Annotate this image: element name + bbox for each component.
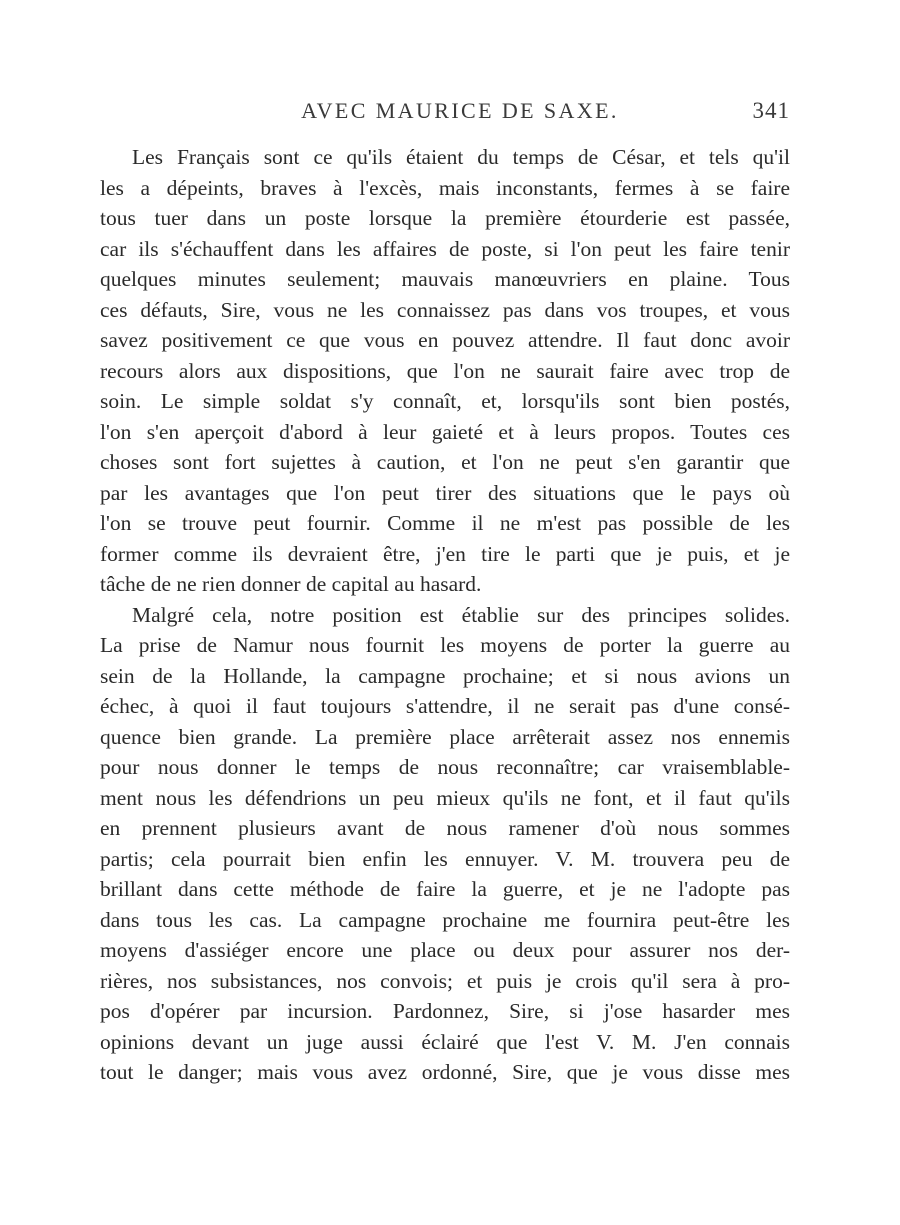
running-head [100,98,790,134]
text-line: brillant dans cette méthode de faire la guerre, et je ne l'adopte pas [100,877,790,901]
text-line: opinions devant un juge aussi éclairé que l'est V. M. J'en connais [100,1029,790,1054]
text-line: ment nous les défendrions un peu mieux qu'ils ne font, et il faut qu'ils [100,785,790,810]
text-line: les a dépeints, braves à l'excès, mais inconstants, fermes à se faire [100,175,790,200]
text-line: partis; cela pourrait bien enfin les ennuyer. V. M. trouvera peu de [100,846,790,871]
text-line: choses sont fort sujettes à caution, et l'on ne peut s'en garantir que [100,450,790,474]
text-line: l'on s'en aperçoit d'abord à leur gaieté et à leurs propos. Toutes ces [100,419,790,444]
text-line: savez positivement ce que vous en pouvez attendre. Il faut donc avoir [100,328,790,352]
text-line: Les Français sont ce qu'ils étaient du temps de César, et tels qu'il [132,145,790,169]
text-line: échec, à quoi il faut toujours s'attendre, il ne serait pas d'une consé- [100,694,790,718]
text-line: sein de la Hollande, la campagne prochaine; et si nous avions un [100,663,790,688]
page-number: 341 [752,98,790,123]
text-line: par les avantages que l'on peut tirer des situations que le pays où [100,480,790,505]
text-line: quence bien grande. La première place arrêterait assez nos ennemis [100,724,790,749]
text-line: soin. Le simple soldat s'y connaît, et, lorsqu'ils sont bien postés, [100,389,790,413]
text-line: en prennent plusieurs avant de nous ramener d'où nous sommes [100,816,790,840]
text-line: Malgré cela, notre position est établie sur des principes solides. [132,602,790,627]
text-line: tout le danger; mais vous avez ordonné, Sire, que je vous disse mes [100,1060,790,1084]
text-line: rières, nos subsistances, nos convois; et puis je crois qu'il sera à pro- [100,968,790,993]
paragraph [100,600,790,1088]
text-line: moyens d'assiéger encore une place ou deux pour assurer nos der- [100,938,790,962]
text-line: tous tuer dans un poste lorsque la première étourderie est passée, [100,206,790,230]
body-text [100,142,790,1088]
running-title: AVEC MAURICE DE SAXE. [301,98,619,123]
text-line: former comme ils devraient être, j'en tire le parti que je puis, et je [100,541,790,566]
text-line: dans tous les cas. La campagne prochaine me fournira peut-être les [100,907,790,932]
paragraph [100,142,790,600]
text-line: ces défauts, Sire, vous ne les connaissez pas dans vos troupes, et vous [100,297,790,322]
text-line: car ils s'échauffent dans les affaires de poste, si l'on peut les faire tenir [100,236,790,261]
text-line: pos d'opérer par incursion. Pardonnez, Sire, si j'ose hasarder mes [100,999,790,1023]
text-line: La prise de Namur nous fournit les moyens de porter la guerre au [100,633,790,657]
text-line: l'on se trouve peut fournir. Comme il ne m'est pas possible de les [100,511,790,535]
text-line: quelques minutes seulement; mauvais manœuvriers en plaine. Tous [100,267,790,291]
text-line: tâche de ne rien donner de capital au hasard. [100,572,482,596]
text-line: recours alors aux dispositions, que l'on ne saurait faire avec trop de [100,358,790,383]
text-line: pour nous donner le temps de nous reconnaître; car vraisemblable- [100,755,790,779]
